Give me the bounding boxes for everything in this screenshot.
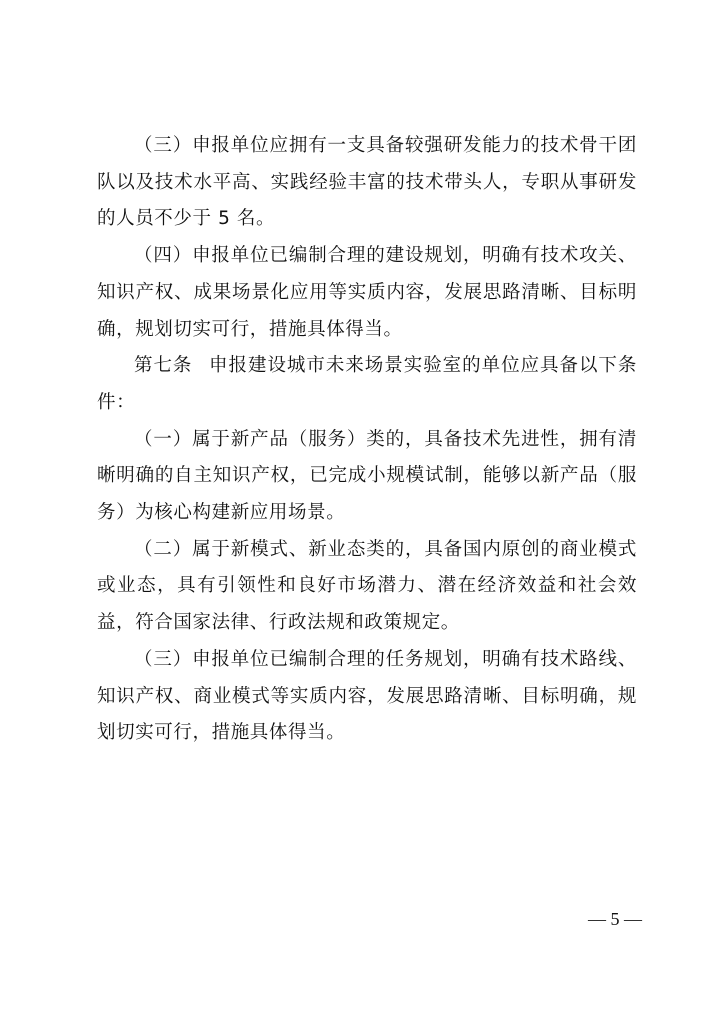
paragraph-item-two-new-models: （二）属于新模式、新业态类的，具备国内原创的商业模式或业态，具有引领性和良好市场潜力、潜在经济效益和社会效益，符合国家法律、行政法规和政策规定。 xyxy=(97,538,637,634)
paragraph-item-one-new-products: （一）属于新产品（服务）类的，具备技术先进性，拥有清晰明确的自主知识产权，已完成小规模试制，能够以新产品（服务）为核心构建新应用场景。 xyxy=(97,428,637,524)
page-number: — 5 — xyxy=(588,909,642,929)
document-body xyxy=(97,128,637,752)
paragraph-item-three-task-planning: （三）申报单位已编制合理的任务规划，明确有技术路线、知识产权、商业模式等实质内容，发展思路清晰、目标明确，规划切实可行，措施具体得当。 xyxy=(97,648,637,744)
paragraph-item-four-planning: （四）申报单位已编制合理的建设规划，明确有技术攻关、知识产权、成果场景化应用等实质内容，发展思路清晰、目标明确，规划切实可行，措施具体得当。 xyxy=(97,245,637,340)
article-seven-text: 申报建设城市未来场景实验室的单位应具备以下条件： xyxy=(97,355,637,413)
article-seven-heading: 第七条 xyxy=(134,355,193,377)
article-seven xyxy=(97,348,637,421)
paragraph-item-three-staffing: （三）申报单位应拥有一支具备较强研发能力的技术骨干团队以及技术水平高、实践经验丰富的技术带头人，专职从事研发的人员不少于 5 名。 xyxy=(97,135,637,230)
